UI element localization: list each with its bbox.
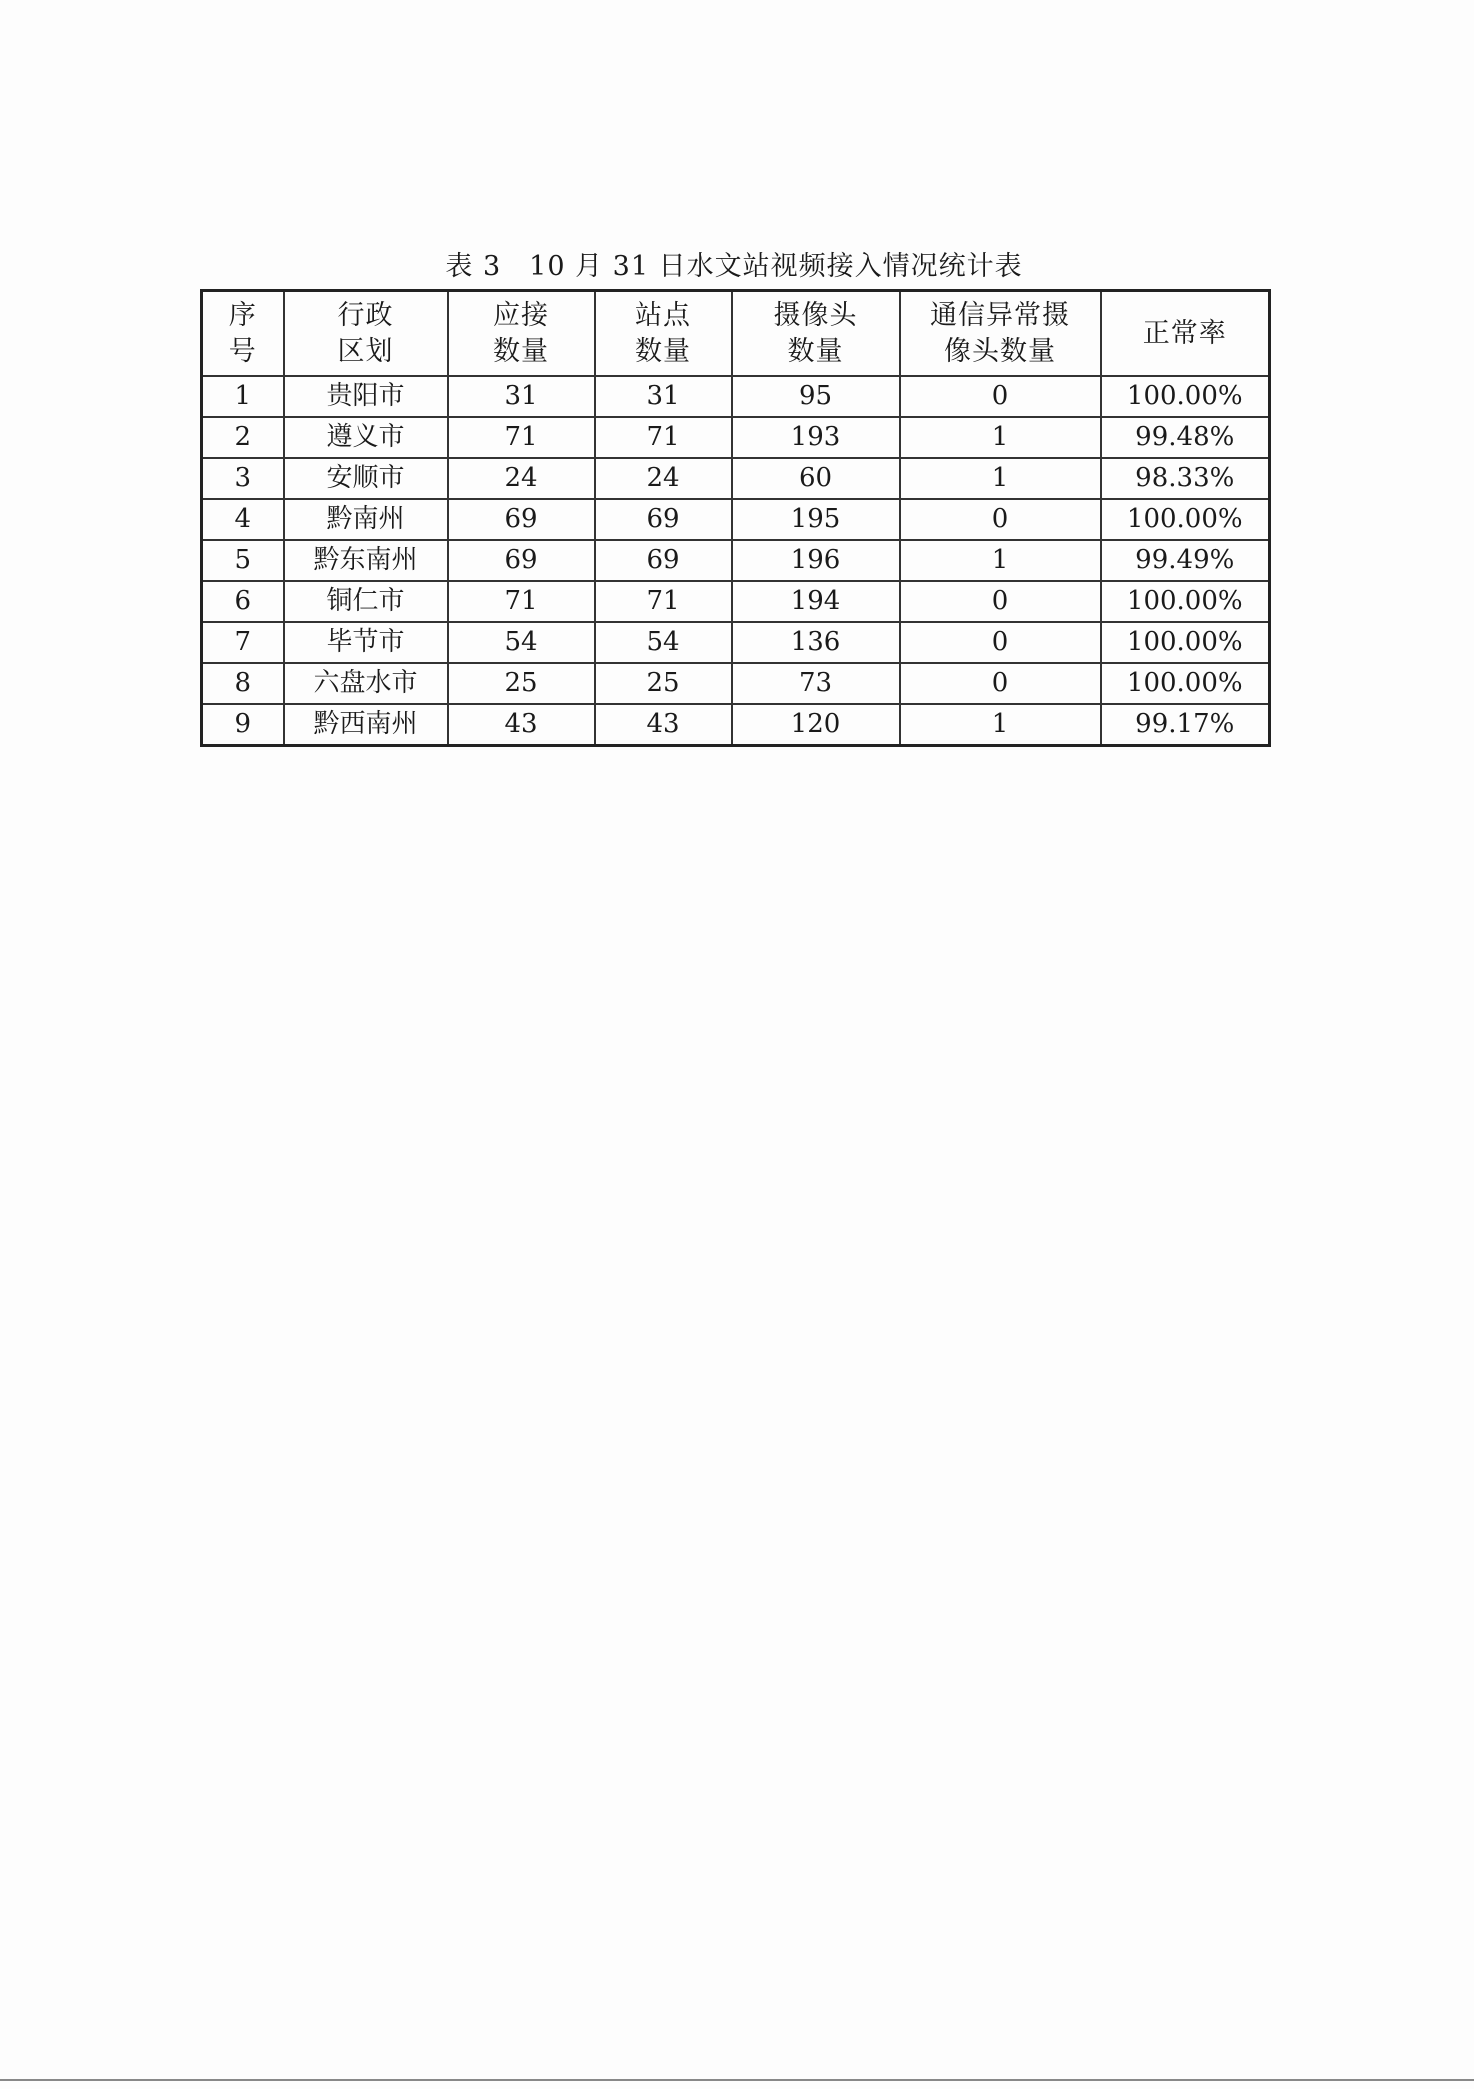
cell-should: 54 <box>448 622 595 663</box>
table-caption: 表 3 10 月 31 日水文站视频接入情况统计表 <box>445 251 1023 282</box>
header-normal-rate: 正常率 <box>1101 291 1270 377</box>
cell-seq: 9 <box>202 704 284 746</box>
cell-rate: 100.00% <box>1101 622 1270 663</box>
cell-camera: 136 <box>732 622 900 663</box>
header-region-line1: 行政 <box>337 299 394 331</box>
header-should-line1: 应接 <box>493 299 549 331</box>
header-abnormal-line1: 通信异常摄 <box>930 299 1070 331</box>
cell-site: 31 <box>595 376 732 417</box>
cell-should: 71 <box>448 417 595 458</box>
cell-should: 24 <box>448 458 595 499</box>
header-site-count <box>595 291 732 377</box>
cell-site: 69 <box>595 499 732 540</box>
header-site-line1: 站点 <box>635 299 691 331</box>
cell-seq: 1 <box>202 376 284 417</box>
cell-should: 69 <box>448 540 595 581</box>
cell-should: 31 <box>448 376 595 417</box>
cell-should: 25 <box>448 663 595 704</box>
cell-seq: 6 <box>202 581 284 622</box>
cell-seq: 8 <box>202 663 284 704</box>
cell-rate: 100.00% <box>1101 376 1270 417</box>
table-header <box>202 291 1270 377</box>
cell-site: 54 <box>595 622 732 663</box>
header-row <box>202 291 1270 377</box>
table-row <box>202 376 1270 417</box>
cell-region: 黔南州 <box>284 499 448 540</box>
table-row <box>202 458 1270 499</box>
cell-site: 71 <box>595 581 732 622</box>
cell-should: 71 <box>448 581 595 622</box>
cell-camera: 95 <box>732 376 900 417</box>
header-abnormal-line2: 像头数量 <box>944 335 1056 367</box>
table-body <box>202 376 1270 746</box>
cell-camera: 73 <box>732 663 900 704</box>
cell-camera: 120 <box>732 704 900 746</box>
cell-should: 43 <box>448 704 595 746</box>
cell-region: 贵阳市 <box>284 376 448 417</box>
cell-abnormal: 1 <box>900 417 1101 458</box>
cell-region: 安顺市 <box>284 458 448 499</box>
header-camera-line1: 摄像头 <box>773 299 858 331</box>
cell-seq: 3 <box>202 458 284 499</box>
table-row <box>202 540 1270 581</box>
cell-abnormal: 1 <box>900 540 1101 581</box>
cell-rate: 99.17% <box>1101 704 1270 746</box>
cell-seq: 7 <box>202 622 284 663</box>
cell-abnormal: 0 <box>900 581 1101 622</box>
cell-seq: 2 <box>202 417 284 458</box>
table-row <box>202 663 1270 704</box>
header-region-line2: 区划 <box>337 335 394 367</box>
cell-camera: 194 <box>732 581 900 622</box>
cell-camera: 195 <box>732 499 900 540</box>
page-bottom-divider <box>0 2079 1474 2081</box>
cell-abnormal: 1 <box>900 458 1101 499</box>
cell-site: 24 <box>595 458 732 499</box>
cell-abnormal: 0 <box>900 499 1101 540</box>
cell-seq: 4 <box>202 499 284 540</box>
table-row <box>202 622 1270 663</box>
cell-abnormal: 0 <box>900 663 1101 704</box>
cell-site: 71 <box>595 417 732 458</box>
header-camera-count <box>732 291 900 377</box>
header-camera-line2: 数量 <box>787 335 844 367</box>
header-site-line2: 数量 <box>635 335 691 367</box>
cell-region: 毕节市 <box>284 622 448 663</box>
cell-rate: 98.33% <box>1101 458 1270 499</box>
header-should-line2: 数量 <box>493 335 549 367</box>
table-row <box>202 417 1270 458</box>
cell-site: 25 <box>595 663 732 704</box>
table-row <box>202 581 1270 622</box>
cell-camera: 60 <box>732 458 900 499</box>
table-row <box>202 499 1270 540</box>
header-seq <box>202 291 284 377</box>
cell-abnormal: 0 <box>900 622 1101 663</box>
table-row <box>202 704 1270 746</box>
cell-should: 69 <box>448 499 595 540</box>
cell-region: 遵义市 <box>284 417 448 458</box>
cell-abnormal: 0 <box>900 376 1101 417</box>
cell-rate: 100.00% <box>1101 499 1270 540</box>
cell-site: 43 <box>595 704 732 746</box>
cell-rate: 100.00% <box>1101 581 1270 622</box>
header-seq-line2: 号 <box>228 335 257 367</box>
cell-abnormal: 1 <box>900 704 1101 746</box>
cell-region: 铜仁市 <box>284 581 448 622</box>
cell-rate: 99.48% <box>1101 417 1270 458</box>
header-abnormal-camera <box>900 291 1101 377</box>
cell-rate: 100.00% <box>1101 663 1270 704</box>
header-should-connect <box>448 291 595 377</box>
hydrology-video-stats-table <box>200 289 1271 747</box>
cell-region: 黔东南州 <box>284 540 448 581</box>
cell-region: 六盘水市 <box>284 663 448 704</box>
cell-camera: 196 <box>732 540 900 581</box>
cell-seq: 5 <box>202 540 284 581</box>
cell-camera: 193 <box>732 417 900 458</box>
cell-region: 黔西南州 <box>284 704 448 746</box>
header-seq-line1: 序 <box>228 299 257 331</box>
cell-site: 69 <box>595 540 732 581</box>
cell-rate: 99.49% <box>1101 540 1270 581</box>
header-region <box>284 291 448 377</box>
